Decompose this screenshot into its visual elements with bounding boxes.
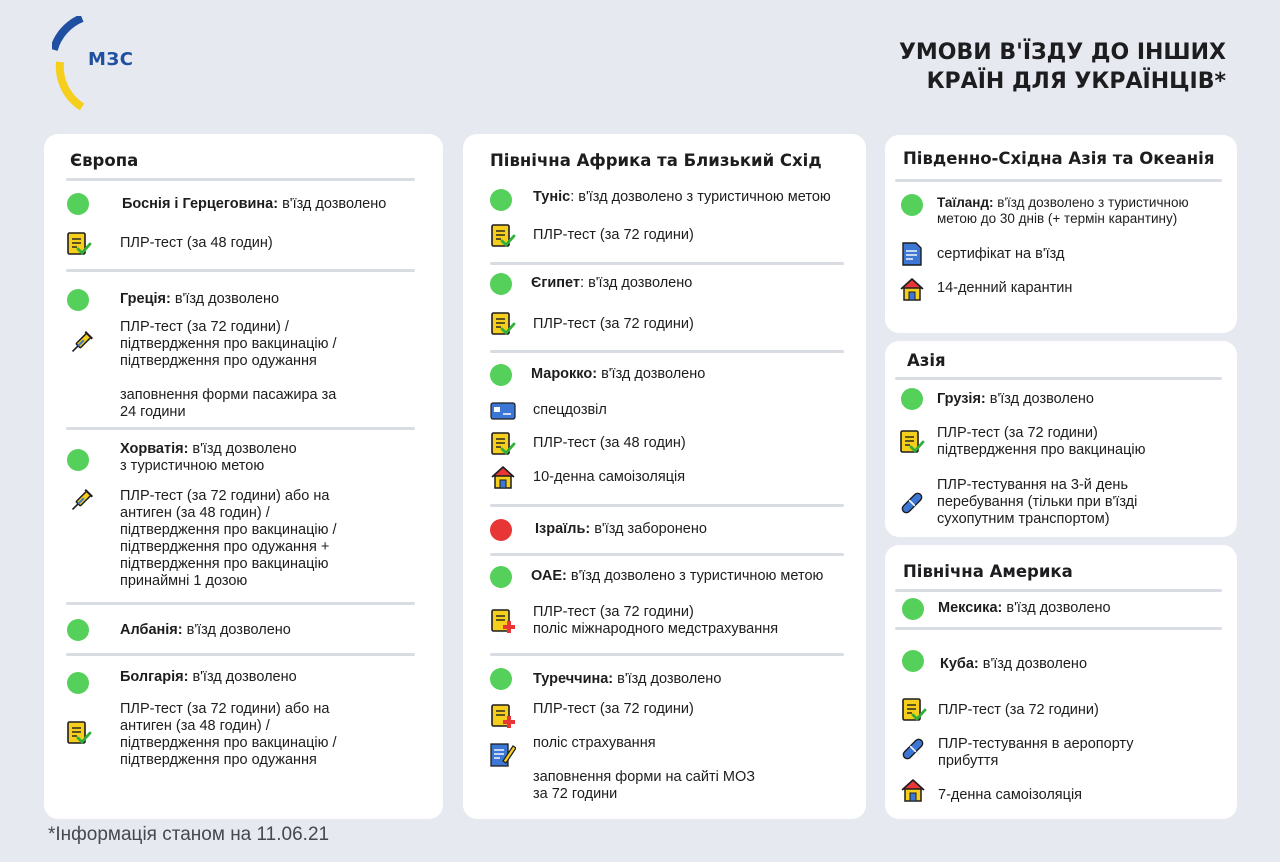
requirement: ПЛР-тестування в аеропорту прибуття [938,736,1134,769]
requirement: сертифікат на в'їзд [937,246,1065,262]
status-allowed-dot [490,668,512,690]
country-greece: Греція: в'їзд дозволено [120,291,280,307]
country-mexico: Мексика: в'їзд дозволено [938,600,1111,616]
requirement: ПЛР-тест (за 72 години) [938,702,1099,718]
pcr-test-icon [899,429,925,455]
requirement: 14-денний карантин [937,280,1073,296]
country-morocco: Марокко: в'їзд дозволено [531,366,706,382]
permit-card-icon [490,398,516,424]
divider [490,350,844,353]
section-title-asia: Азія [907,351,946,370]
requirement: ПЛР-тест (за 72 години) / підтвердження про вакцинацію / підтвердження про одужання [120,319,337,369]
divider [66,427,415,430]
divider [490,653,844,656]
divider [66,178,415,181]
requirement: заповнення форми на сайті МОЗ за 72 години [533,769,755,802]
status-allowed-dot [67,619,89,641]
divider [490,504,844,507]
status-allowed-dot [490,189,512,211]
requirement: ПЛР-тестування на 3-й день перебування (тільки при в'їзді сухопутним транспортом) [937,477,1138,527]
country-tunisia: Туніс: в'їзд дозволено з туристичною метою [533,189,831,205]
requirement: ПЛР-тест (за 48 годин) [533,435,686,451]
status-forbidden-dot [490,519,512,541]
country-uae: ОАЕ: в'їзд дозволено з туристичною метою [531,568,824,584]
country-israel: Ізраїль: в'їзд заборонено [535,521,707,537]
form-pen-icon [490,741,516,767]
status-allowed-dot [67,289,89,311]
section-title-mena: Північна Африка та Близький Схід [490,151,822,170]
logo-text: МЗС [88,49,134,70]
country-georgia: Грузія: в'їзд дозволено [937,391,1094,407]
status-allowed-dot [490,566,512,588]
divider [895,627,1222,630]
status-allowed-dot [67,193,89,215]
card-europe [44,134,443,819]
divider [66,653,415,656]
pcr-test-icon [490,311,516,337]
requirement: ПЛР-тест (за 72 години) поліс міжнародного медстрахування [533,604,779,637]
syringe-icon [68,488,94,514]
country-bulgaria: Болгарія: в'їзд дозволено [120,669,297,685]
pcr-test-icon [66,231,92,257]
footnote: *Інформація станом на 11.06.21 [48,824,330,845]
country-albania: Албанія: в'їзд дозволено [120,622,291,638]
requirement: ПЛР-тест (за 72 години) підтвердження про вакцинацію [937,425,1146,458]
divider [490,262,844,265]
divider [895,179,1222,182]
home-quarantine-icon [899,276,925,302]
home-quarantine-icon [490,464,516,490]
country-turkey: Туреччина: в'їзд дозволено [533,671,722,687]
country-bosnia: Боснія і Герцеговина: в'їзд дозволено [122,196,387,212]
divider [895,377,1222,380]
card-south-east-asia [885,135,1237,333]
section-title-north-america: Північна Америка [903,562,1073,581]
divider [895,589,1222,592]
requirement: ПЛР-тест (за 72 години) [533,227,694,243]
section-title-europe: Європа [70,151,139,170]
requirement: поліс страхування [533,735,656,751]
status-allowed-dot [67,672,89,694]
syringe-icon [68,330,94,356]
pcr-test-icon [490,223,516,249]
divider [490,553,844,556]
pcr-test-icon [901,697,927,723]
swab-test-icon [899,490,925,516]
country-thailand: Таїланд: в'їзд дозволено з туристичною метою до 30 днів (+ термін карантину) [937,195,1189,226]
status-allowed-dot [67,449,89,471]
page-title: УМОВИ В'ЇЗДУ ДО ІНШИХ КРАЇН ДЛЯ УКРАЇНЦІВ* [898,40,1226,94]
medical-insurance-icon [490,703,516,729]
status-allowed-dot [902,650,924,672]
section-title-sea: Південно-Східна Азія та Океанія [903,149,1215,168]
certificate-icon [899,241,925,267]
pcr-test-icon [66,720,92,746]
card-asia [885,341,1237,537]
requirement: заповнення форми пасажира за 24 години [120,387,337,420]
requirement: ПЛР-тест (за 48 годин) [120,235,273,251]
country-egypt: Єгипет: в'їзд дозволено [531,275,693,291]
status-allowed-dot [901,194,923,216]
requirement: ПЛР-тест (за 72 години) [533,316,694,332]
requirement: спецдозвіл [533,402,607,418]
country-croatia: Хорватія: в'їзд дозволено з туристичною метою [120,441,297,474]
medical-insurance-icon [490,608,516,634]
requirement: ПЛР-тест (за 72 години) або на антиген (за 48 годин) / підтвердження про вакцинацію / підтвердження про одужання [120,701,337,768]
status-allowed-dot [490,273,512,295]
country-cuba: Куба: в'їзд дозволено [940,656,1088,672]
divider [66,602,415,605]
divider [66,269,415,272]
status-allowed-dot [901,388,923,410]
home-quarantine-icon [900,777,926,803]
requirement: 7-денна самоізоляція [938,787,1083,803]
requirement: 10-денна самоізоляція [533,469,686,485]
status-allowed-dot [490,364,512,386]
pcr-test-icon [490,431,516,457]
requirement: ПЛР-тест (за 72 години) або на антиген (за 48 годин) / підтвердження про вакцинацію / підтвердження про одужання + підтвердження про вакцинацію принаймні 1 дозою [120,488,337,589]
requirement: ПЛР-тест (за 72 години) [533,701,694,717]
swab-test-icon [900,736,926,762]
card-north-america [885,545,1237,819]
status-allowed-dot [902,598,924,620]
card-north-africa-middle-east [463,134,866,819]
